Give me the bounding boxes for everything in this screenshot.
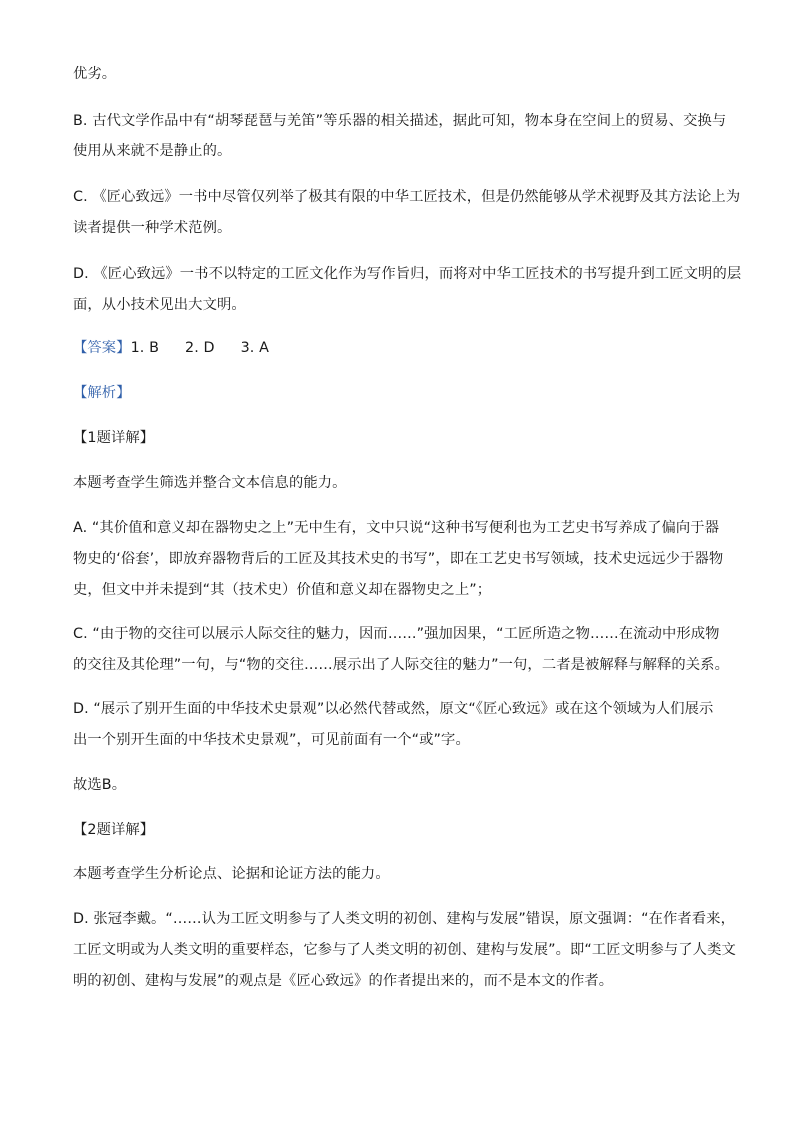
- answer-line: [73, 338, 733, 358]
- option-d-line-2: 面，从小技术见出大文明。: [73, 297, 246, 313]
- q1-intro: 本题考查学生筛选并整合文本信息的能力。: [73, 475, 347, 491]
- q1-conclusion: 故选B。: [73, 777, 127, 793]
- option-c-line-1: C. 《匠心致远》一书中尽管仅列举了极其有限的中华工匠技术，但是仍然能够从学术视野及其方法论上为: [73, 189, 741, 205]
- option-c-line-2: 读者提供一种学术范例。: [73, 220, 232, 236]
- answer-3: 3. A: [240, 340, 269, 356]
- section-heading-q2: 【2题详解】: [73, 822, 155, 838]
- q1-c-line-1: C. “由于物的交往可以展示人际交往的魅力，因而……”强加因果，“工匠所造之物……在流动中形成物: [73, 626, 720, 642]
- option-b-line-1: B. 古代文学作品中有“胡琴琵琶与羌笛”等乐器的相关描述，据此可知，物本身在空间上的贸易、交换与: [73, 113, 727, 129]
- q2-d-line-1: D. 张冠李戴。“……认为工匠文明参与了人类文明的初创、建构与发展”错误，原文强调：“在作者看来，: [73, 911, 735, 927]
- q1-d-line-1: D. “展示了别开生面的中华技术史景观”以必然代替或然，原文“《匠心致远》或在这个领域为人们展示: [73, 701, 714, 717]
- analysis-label: 【解析】: [73, 385, 131, 401]
- option-d-line-1: D. 《匠心致远》一书不以特定的工匠文化作为写作旨归，而将对中华工匠技术的书写提升到工匠文明的层: [73, 266, 742, 282]
- q1-a-line-1: A. “其价值和意义却在器物史之上”无中生有，文中只说“这种书写便利也为工艺史书写养成了偏向于器: [73, 520, 720, 536]
- q1-c-line-2: 的交往及其伦理”一句，与“物的交往……展示出了人际交往的魅力”一句，二者是被解释与解释的关系。: [73, 657, 729, 673]
- q2-d-line-3: 明的初创、建构与发展”的观点是《匠心致远》的作者提出来的，而不是本文的作者。: [73, 973, 614, 989]
- q1-a-line-2: 物史的‘俗套’，即放弃器物背后的工匠及其技术史的书写”，即在工艺史书写领域，技术史远远少于器物: [73, 551, 724, 567]
- answer-label: 【答案】: [73, 340, 131, 356]
- section-heading-q1: 【1题详解】: [73, 430, 155, 446]
- answer-2: 2. D: [185, 340, 215, 356]
- text-line: 优劣。: [73, 66, 117, 82]
- q1-d-line-2: 出一个别开生面的中华技术史景观”，可见前面有一个“或”字。: [73, 732, 470, 748]
- answer-1: 1. B: [130, 340, 159, 356]
- q2-intro: 本题考查学生分析论点、论据和论证方法的能力。: [73, 866, 390, 882]
- q2-d-line-2: 工匠文明或为人类文明的重要样态，它参与了人类文明的初创、建构与发展”。即“工匠文明参与了人类文: [73, 942, 736, 958]
- q1-a-line-3: 史，但文中并未提到“其（技术史）价值和意义却在器物史之上”；: [73, 582, 492, 598]
- option-b-line-2: 使用从来就不是静止的。: [73, 143, 232, 159]
